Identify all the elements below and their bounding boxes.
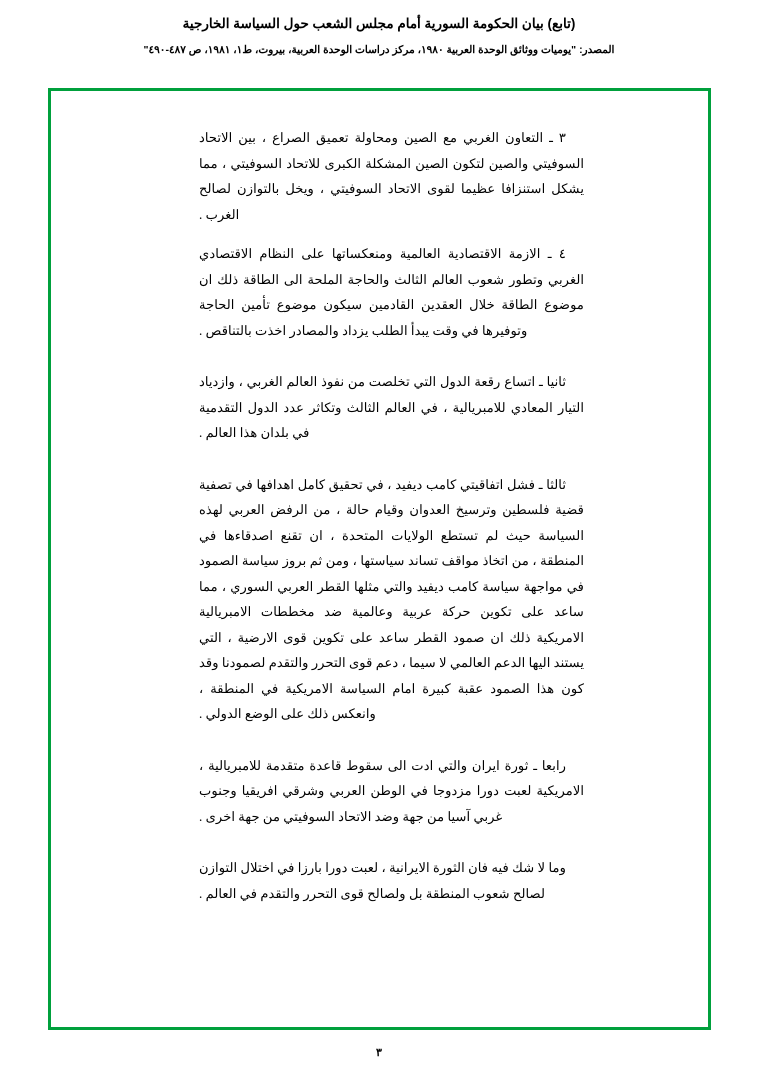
source-line: المصدر: "يوميات ووثائق الوحدة العربية ١٩٨٠، مركز دراسات الوحدة العربية، بيروت، ط١، ١٩٨١، ص ٤٨٧-٤٩٠": [143, 44, 615, 56]
page-title: (تابع) بيان الحكومة السورية أمام مجلس الشعب حول السياسة الخارجية: [182, 16, 576, 31]
paragraph-4: ثالثا ـ فشل اتفاقيتي كامب ديفيد ، في تحقيق كامل اهدافها في تصفية قضية فلسطين وترسيخ العدوان وقيام حالة ، من الرفض العربي لهذه السياسة حيث لم تستطع الولايات المتحدة ، ان تقنع اصدقاءها في المنطقة ، من اتخاذ مواقف تساند سياستها ، ومن ثم بروز سياسة الصمود في مواجهة سياسة كامب ديفيد والتي مثلها القطر العربي السوري ، مما ساعد على تكوين حركة عربية وعالمية ضد مخططات الامبريالية الامريكية ذلك ان صمود القطر ساعد على تكوين قوى الارضية ، التي يستند اليها الدعم العالمي لا سيما ، دعم قوى التحرر والتقدم لصمودنا وقد كون هذا الصمود عقبة كبيرة امام السياسة الامريكية في المنطقة ، وانعكس ذلك على الوضع الدولي .: [199, 476, 584, 721]
paragraph-2: ٤ ـ الازمة الاقتصادية العالمية ومنعكساتها على النظام الاقتصادي الغربي وتطور شعوب العالم الثالث والحاجة الملحة الى الطاقة ذلك ان موضوع الطاقة خلال العقدين القادمين سيكون موضوع تأمين الحاجة وتوفيرها في وقت يبدأ الطلب يزداد والمصادر اخذت بالتناقص .: [199, 246, 584, 338]
page-header: [0, 0, 758, 59]
paragraph-6: وما لا شك فيه فان الثورة الايرانية ، لعبت دورا بارزا في اختلال التوازن لصالح شعوب المنطقة بل ولصالح قوى التحرر والتقدم في العالم .: [199, 860, 566, 901]
paragraph-3: ثانيا ـ اتساع رقعة الدول التي تخلصت من نفوذ العالم الغربي ، وازدياد التيار المعادي للامبريالية ، في العالم الثالث وتكاثر عدد الدول التقدمية في بلدان هذا العالم .: [199, 374, 584, 440]
document-body: [51, 91, 714, 1033]
paragraph-5: رابعا ـ ثورة ايران والتي ادت الى سقوط قاعدة متقدمة للامبريالية ، الامريكية لعبت دورا مزدوجا في الوطن العربي وشرقي افريقيا وجنوب غربي آسيا من جهة وضد الاتحاد السوفيتي من جهة اخرى .: [199, 757, 584, 824]
page-number: ٣: [376, 1047, 382, 1059]
content-frame: [48, 88, 711, 1030]
paragraph-1: ٣ ـ التعاون الغربي مع الصين ومحاولة تعميق الصراع ، بين الاتحاد السوفيتي والصين لتكون الصين المشكلة الكبرى للاتحاد السوفيتي ، مما يشكل استنزافا عظيما لقوى الاتحاد السوفيتي ، ويخل بالتوازن لصالح الغرب .: [199, 130, 584, 222]
